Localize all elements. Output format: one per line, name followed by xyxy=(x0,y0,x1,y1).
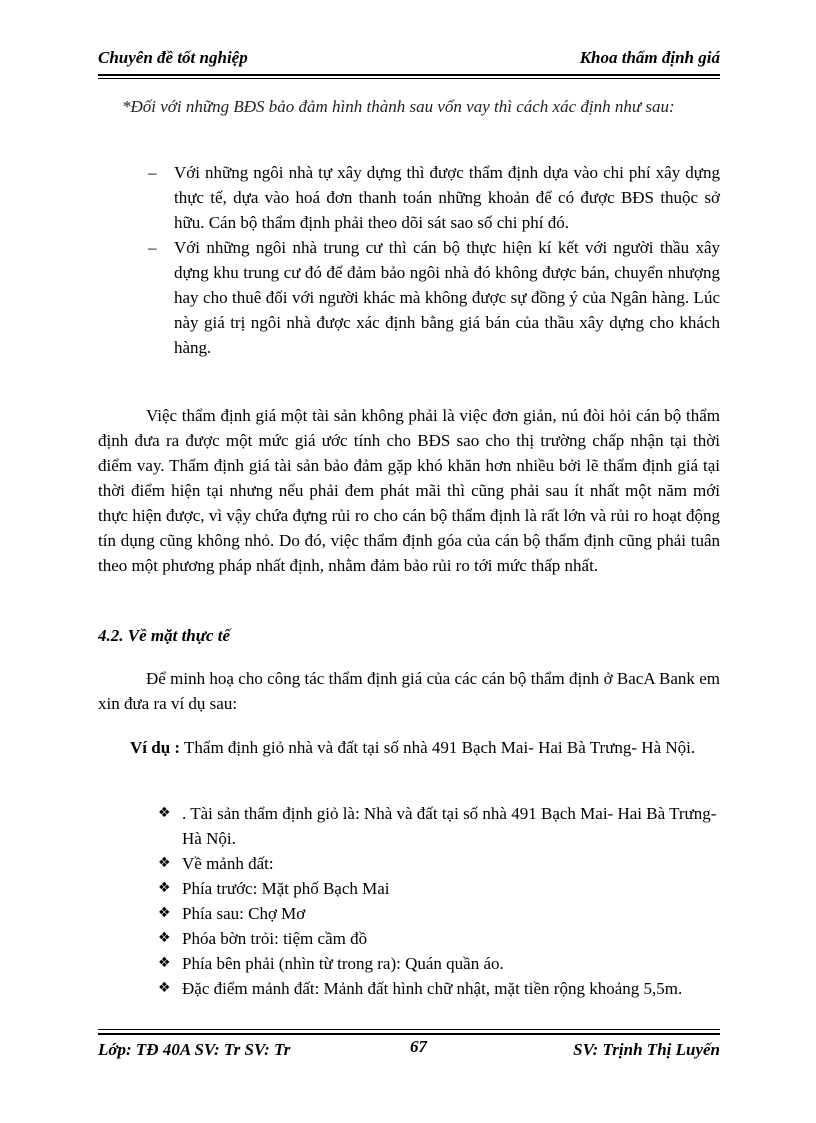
footer-rule-thin xyxy=(98,1029,720,1030)
bullet-item xyxy=(158,801,720,851)
diamond-bullet-icon: ❖ xyxy=(158,955,171,971)
dash-list-item xyxy=(148,235,720,360)
header-rule-thin xyxy=(98,78,720,79)
footer-class-text: Lớp: TĐ 40A SV: Tr SV: Tr xyxy=(98,1040,291,1059)
bullet-text: Về mảnh đất: xyxy=(182,854,274,873)
bullet-text: . Tài sản thẩm định giỏ là: Nhà và đất tại số nhà 491 Bạch Mai- Hai Bà Trưng- Hà Nội. xyxy=(182,804,717,848)
valuation-paragraph: Việc thẩm định giá một tài sản không phải là việc đơn giản, nú đòi hỏi cán bộ thẩm định đưa ra được một mức giá ước tính cho BĐS sao cho thị trường chấp nhận tại thời điểm vay. Thẩm định giá tài sản bảo đảm gặp khó khăn hơn nhiều bởi lẽ thẩm định giá tại thời điểm hiện tại nhưng nếu phải đem phát mãi thì cũng phải sau ít nhất một năm mới thực hiện được, vì vậy chứa đựng rủi ro cho cán bộ thẩm định là rất lớn và rủi ro hoạt động tín dụng cũng không nhỏ. Do đó, việc thẩm định góa của cán bộ thẩm định cũng phải tuân theo một phương pháp nhất định, nhằm đảm bảo rủi ro tới mức thấp nhất. xyxy=(98,406,720,575)
dash-marker: – xyxy=(148,238,157,257)
example-text: Thẩm định giỏ nhà và đất tại số nhà 491 Bạch Mai- Hai Bà Trưng- Hà Nội. xyxy=(180,738,696,757)
bullet-text: Đặc điểm mảnh đất: Mảnh đất hình chữ nhật, mặt tiền rộng khoảng 5,5m. xyxy=(182,979,683,998)
dash-item-text: Với những ngôi nhà trung cư thì cán bộ thực hiện kí kết với người thầu xây dựng khu trung cư đó để đảm bảo ngôi nhà đó không được bán, chuyển nhượng hay cho thuê đối với người khác mà không được sự đồng ý của Ngân hàng. Lúc này giá trị ngôi nhà được xác định bằng giá bán của thầu xây dựng cho khách hàng. xyxy=(174,238,720,357)
diamond-bullet-icon: ❖ xyxy=(158,980,171,996)
footer-student-text: SV: Trịnh Thị Luyến xyxy=(573,1040,720,1059)
bullet-text: Phóa bờn trỏi: tiệm cầm đồ xyxy=(182,929,368,948)
page-header xyxy=(98,48,720,70)
bullet-item xyxy=(158,901,720,926)
diamond-bullet-icon: ❖ xyxy=(158,855,171,871)
diamond-bullet-icon: ❖ xyxy=(158,805,171,821)
page-footer xyxy=(98,1037,720,1061)
diamond-bullet-icon: ❖ xyxy=(158,905,171,921)
header-right-text: Khoa thẩm định giá xyxy=(579,48,720,67)
bullet-text: Phía bên phải (nhìn từ trong ra): Quán quần áo. xyxy=(182,954,504,973)
diamond-bullet-icon: ❖ xyxy=(158,880,171,896)
section-heading: 4.2. Về mặt thực tế xyxy=(98,626,231,645)
bullet-text: Phía sau: Chợ Mơ xyxy=(182,904,306,923)
example-paragraph xyxy=(98,735,720,760)
property-bullet-list xyxy=(158,801,720,1001)
bullet-item xyxy=(158,976,720,1001)
header-rule-thick xyxy=(98,74,720,76)
page-number: 67 xyxy=(410,1037,427,1056)
bullet-text: Phía trước: Mặt phố Bạch Mai xyxy=(182,879,390,898)
example-label: Ví dụ : xyxy=(130,738,181,757)
intro-paragraph: *Đối với những BĐS bảo đảm hình thành sau vốn vay thì cách xác định như sau: xyxy=(122,97,675,116)
bullet-item xyxy=(158,926,720,951)
bullet-item xyxy=(158,876,720,901)
footer-rule-thick xyxy=(98,1033,720,1035)
dash-item-text: Với những ngôi nhà tự xây dựng thì được thẩm định dựa vào chi phí xây dựng thực tế, dựa vào hoá đơn thanh toán những khoản để có được BĐS thuộc sở hữu. Cán bộ thẩm định phải theo dõi sát sao số chi phí đó. xyxy=(174,163,720,232)
dash-list-item xyxy=(148,160,720,235)
bullet-item xyxy=(158,951,720,976)
dash-marker: – xyxy=(148,163,157,182)
bullet-item xyxy=(158,851,720,876)
dash-list xyxy=(148,160,720,360)
header-left-text: Chuyên đề tốt nghiệp xyxy=(98,48,248,67)
diamond-bullet-icon: ❖ xyxy=(158,930,171,946)
illustration-paragraph: Để minh hoạ cho công tác thẩm định giá của các cán bộ thẩm định ở BacA Bank em xin đưa ra ví dụ sau: xyxy=(98,669,720,713)
